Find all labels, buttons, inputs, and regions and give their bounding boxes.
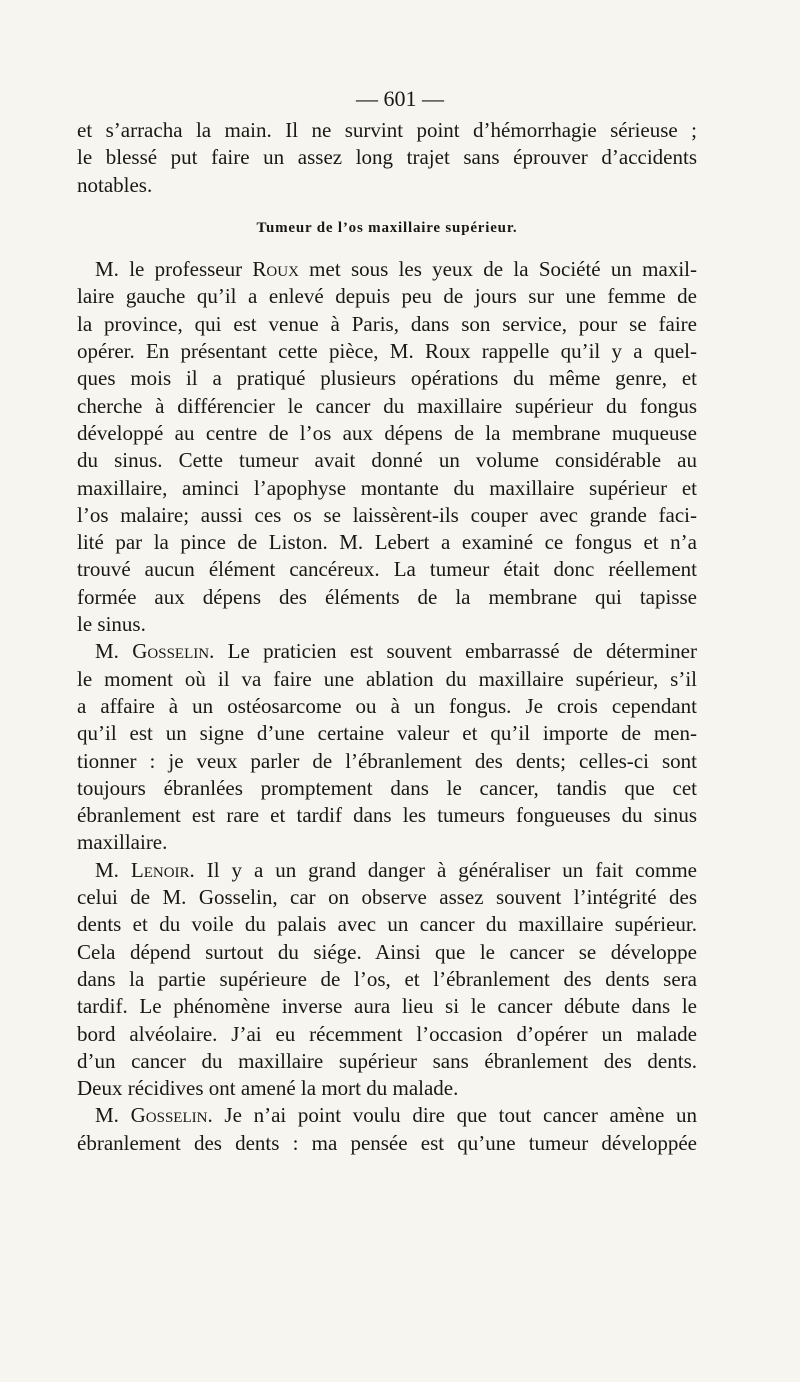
text-line: trouvé aucun élément cancéreux. La tumeur était donc réellement bbox=[77, 557, 697, 582]
text-line: lité par la pince de Liston. M. Lebert a examiné ce fongus et n’a bbox=[77, 530, 697, 555]
speaker-name: Roux bbox=[252, 257, 299, 282]
text-line: a affaire à un ostéosarcome ou à un fongus. Je crois cependant bbox=[77, 693, 697, 718]
text-line: dents et du voile du palais avec un cancer du maxillaire supérieur. bbox=[77, 912, 697, 937]
text-line: Cela dépend surtout du siége. Ainsi que le cancer se développe bbox=[77, 939, 697, 964]
text-run: . Je n’ai point voulu dire que tout cancer amène un bbox=[207, 1103, 697, 1128]
text-run: met sous les yeux de la Société un maxil- bbox=[298, 257, 698, 282]
text-line: développé au centre de l’os aux dépens de la membrane muqueuse bbox=[77, 420, 697, 445]
text-line: laire gauche qu’il a enlevé depuis peu de jours sur une femme de bbox=[77, 284, 697, 309]
text-line: opérer. En présentant cette pièce, M. Roux rappelle qu’il y a quel- bbox=[77, 339, 697, 364]
text-line: l’os malaire; aussi ces os se laissèrent-ils couper avec grande faci- bbox=[77, 502, 697, 527]
text-line: qu’il est un signe d’une certaine valeur et qu’il importe de men- bbox=[77, 721, 697, 746]
text-run: . Le praticien est souvent embarrassé de déterminer bbox=[209, 639, 697, 664]
paragraph-first-line bbox=[77, 1102, 697, 1129]
text-line: dans la partie supérieure de l’os, et l’ébranlement des dents sera bbox=[77, 966, 697, 991]
text-line: maxillaire. bbox=[77, 830, 168, 855]
text-line: ébranlement des dents : ma pensée est qu’une tumeur développée bbox=[77, 1130, 697, 1155]
text-line: notables. bbox=[77, 172, 153, 197]
paragraph-first-line bbox=[77, 638, 697, 665]
section-heading: Tumeur de l’os maxillaire supérieur. bbox=[256, 219, 518, 236]
text-line: le blessé put faire un assez long trajet sans éprouver d’accidents bbox=[77, 145, 697, 170]
text-line: tionner : je veux parler de l’ébranlement des dents; celles-ci sont bbox=[77, 748, 697, 773]
text-line: toujours ébranlées promptement dans le cancer, tandis que cet bbox=[77, 775, 697, 800]
text-line: le sinus. bbox=[77, 612, 146, 637]
paragraph-first-line bbox=[77, 256, 697, 283]
text-line: cherche à différencier le cancer du maxillaire supérieur du fongus bbox=[77, 393, 697, 418]
text-line: Deux récidives ont amené la mort du malade. bbox=[77, 1076, 459, 1101]
text-line: formée aux dépens des éléments de la membrane qui tapisse bbox=[77, 584, 697, 609]
text-line: ébranlement est rare et tardif dans les tumeurs fongueuses du sinus bbox=[77, 803, 697, 828]
text-line: ques mois il a pratiqué plusieurs opérations du même genre, et bbox=[77, 366, 697, 391]
text-line: bord alvéolaire. J’ai eu récemment l’occasion d’opérer un malade bbox=[77, 1021, 697, 1046]
text-line: celui de M. Gosselin, car on observe assez souvent l’intégrité des bbox=[77, 885, 697, 910]
speaker-name: Gosselin bbox=[130, 1103, 208, 1128]
text-line: du sinus. Cette tumeur avait donné un volume considérable au bbox=[77, 448, 697, 473]
text-line: le moment où il va faire une ablation du maxillaire supérieur, s’il bbox=[77, 666, 697, 691]
speaker-name: Gosselin bbox=[132, 639, 210, 664]
page-number: — 601 — bbox=[356, 86, 444, 111]
speaker-prefix: M. le professeur bbox=[95, 257, 253, 282]
speaker-prefix: M. bbox=[95, 857, 131, 882]
speaker-prefix: M. bbox=[95, 639, 133, 664]
speaker-prefix: M. bbox=[95, 1103, 131, 1128]
text-line: et s’arracha la main. Il ne survint point d’hémorrhagie sérieuse ; bbox=[77, 118, 697, 142]
text-line: d’un cancer du maxillaire supérieur sans ébranlement des dents. bbox=[77, 1048, 697, 1073]
body-text bbox=[77, 117, 697, 1157]
text-line: la province, qui est venue à Paris, dans son service, pour se faire bbox=[77, 311, 697, 336]
text-run: . Il y a un grand danger à généraliser un fait comme bbox=[189, 857, 697, 882]
paragraph-first-line bbox=[77, 857, 697, 884]
speaker-name: Lenoir bbox=[130, 857, 190, 882]
text-line: maxillaire, aminci l’apophyse montante du maxillaire supérieur et bbox=[77, 475, 697, 500]
text-line: tardif. Le phénomène inverse aura lieu si le cancer débute dans le bbox=[77, 994, 697, 1019]
